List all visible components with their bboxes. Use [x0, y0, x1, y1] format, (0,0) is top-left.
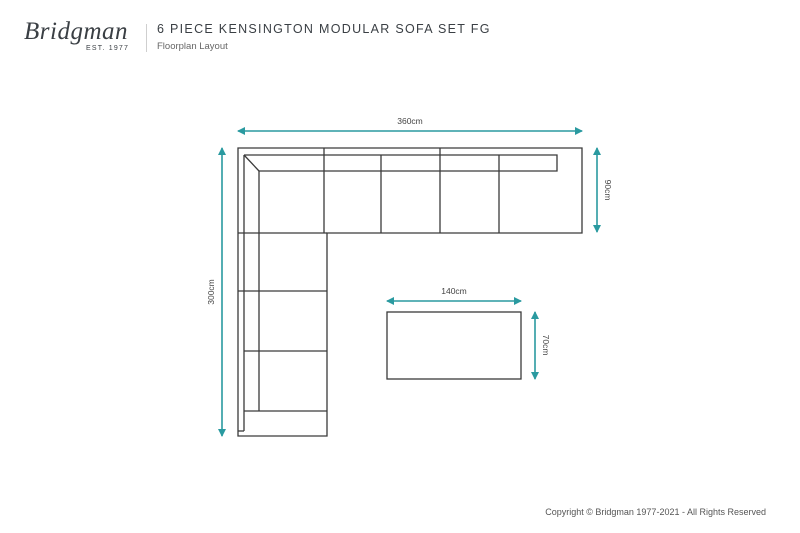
table-depth-label: 70cm — [541, 334, 551, 356]
sofa-back-line — [244, 155, 557, 171]
sofa-set — [238, 148, 582, 436]
corner-diagonal — [244, 155, 259, 171]
copyright-notice: Copyright © Bridgman 1977-2021 - All Rights Reserved — [545, 507, 766, 517]
depth-label: 90cm — [603, 179, 613, 201]
brand-name: Bridgman — [24, 18, 128, 45]
brand-established: EST. 1977 — [86, 45, 130, 52]
page-title: 6 PIECE KENSINGTON MODULAR SOFA SET FG — [157, 22, 491, 36]
width-label: 360cm — [397, 116, 423, 126]
page-subtitle: Floorplan Layout — [157, 41, 228, 52]
length-label: 300cm — [206, 279, 216, 305]
dimension-lines — [222, 131, 597, 436]
coffee-table — [387, 312, 521, 379]
sofa-outline — [238, 148, 582, 436]
table-width-label: 140cm — [441, 286, 467, 296]
